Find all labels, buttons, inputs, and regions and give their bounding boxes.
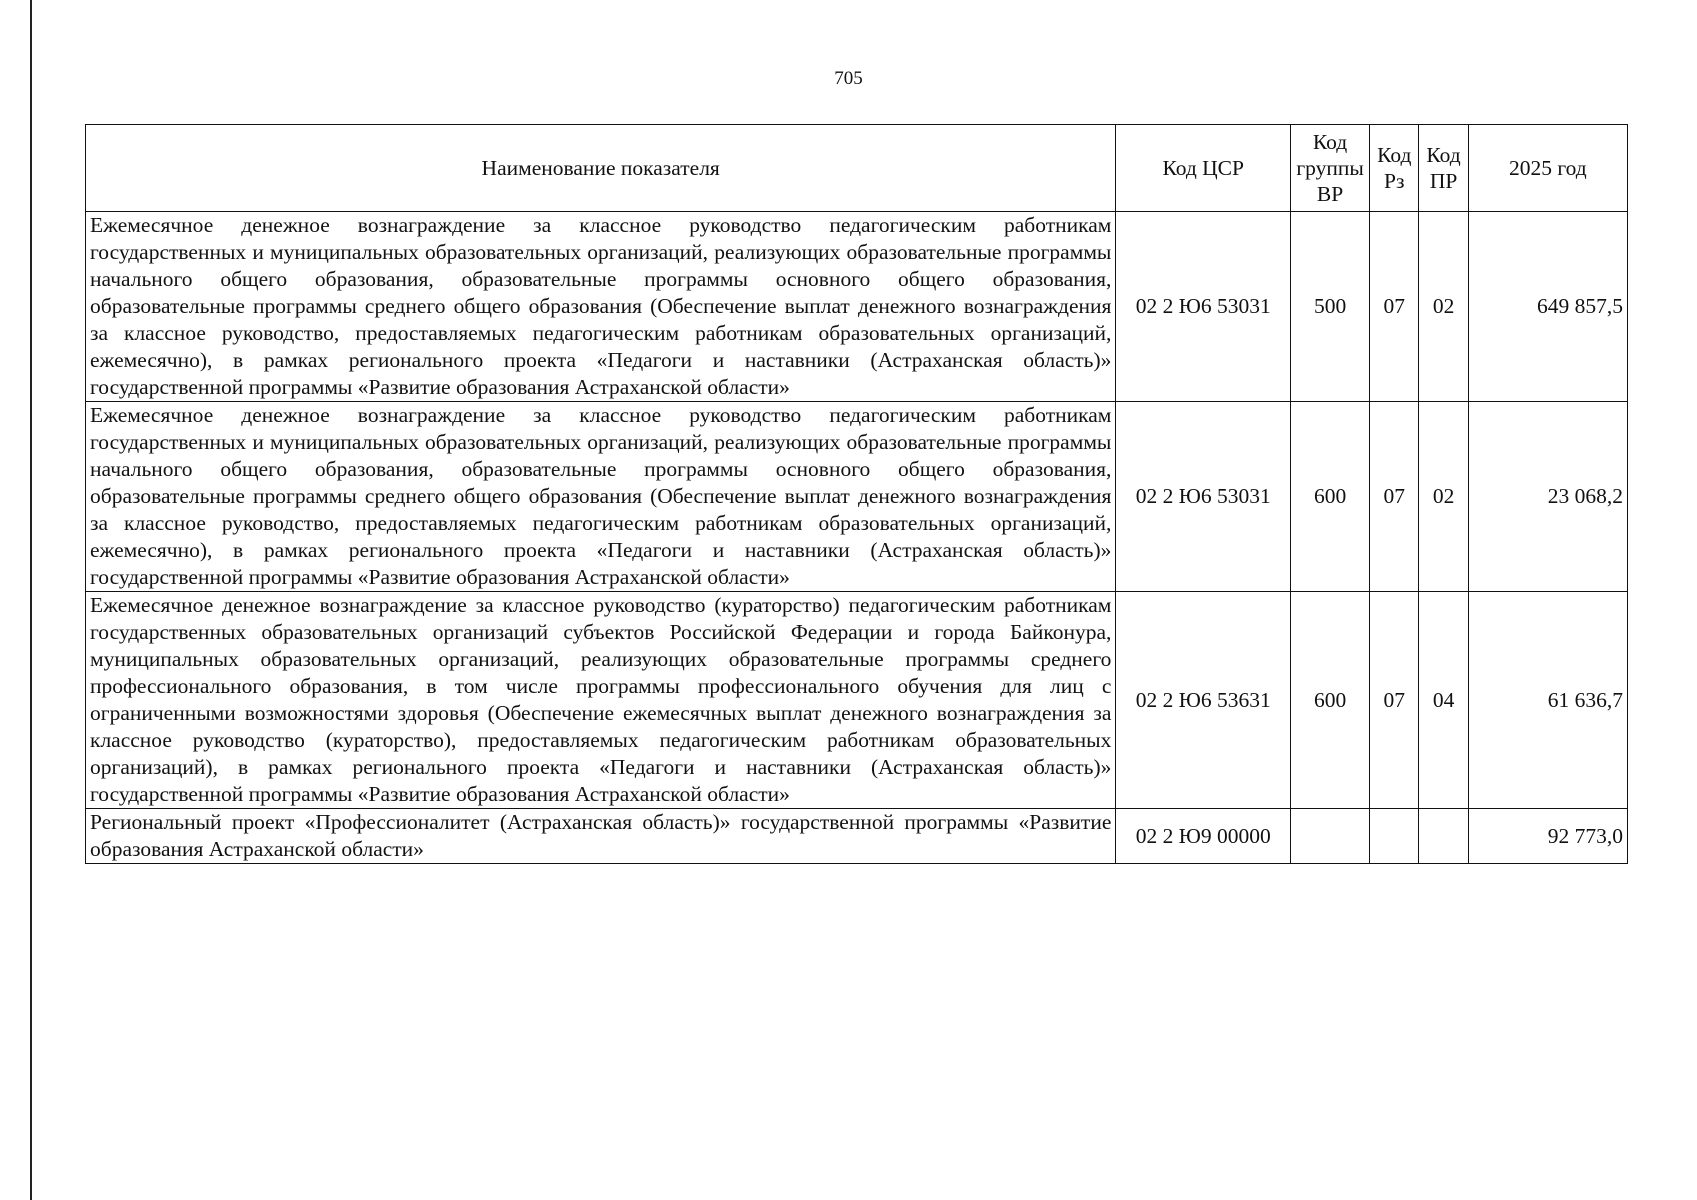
- row-name: Ежемесячное денежное вознаграждение за классное руководство (кураторство) педагогическим работникам государственных образовательных организаций субъектов Российской Федерации и города Байконура, муниципальных образовательных организаций, реализующих образовательные программы среднего профессионального образования, в том числе программы профессионального обучения для лиц с ограниченными возможностями здоровья (Обеспечение ежемесячных выплат денежного вознаграждения за классное руководство (кураторство), предоставляемых педагогическим работникам образовательных организаций), в рамках регионального проекта «Педагоги и наставники (Астраханская область)» государственной программы «Развитие образования Астраханской области»: [86, 592, 1116, 809]
- row-name: Региональный проект «Профессионалитет (Астраханская область)» государственной программы «Развитие образования Астраханской области»: [86, 809, 1116, 864]
- table-header-row: [86, 125, 1628, 212]
- table-row: [86, 212, 1628, 402]
- table-row: [86, 809, 1628, 864]
- row-pr: 02: [1419, 402, 1468, 592]
- row-pr: [1419, 809, 1468, 864]
- row-amount: 61 636,7: [1468, 592, 1627, 809]
- header-name: Наименование показателя: [86, 125, 1116, 212]
- header-csr: Код ЦСР: [1116, 125, 1291, 212]
- page-number: 705: [834, 68, 863, 89]
- header-vr: Код группы ВР: [1291, 125, 1370, 212]
- budget-table: [85, 124, 1628, 864]
- row-amount: 23 068,2: [1468, 402, 1627, 592]
- scan-edge-line: [30, 0, 32, 1200]
- row-rz: [1370, 809, 1419, 864]
- row-csr: 02 2 Ю9 00000: [1116, 809, 1291, 864]
- table-row: [86, 592, 1628, 809]
- header-pr: Код ПР: [1419, 125, 1468, 212]
- header-year: 2025 год: [1468, 125, 1627, 212]
- row-name: Ежемесячное денежное вознаграждение за классное руководство педагогическим работникам государственных и муниципальных образовательных организаций, реализующих образовательные программы начального общего образования, образовательные программы основного общего образования, образовательные программы среднего общего образования (Обеспечение выплат денежного вознаграждения за классное руководство, предоставляемых педагогическим работникам образовательных организаций, ежемесячно), в рамках регионального проекта «Педагоги и наставники (Астраханская область)» государственной программы «Развитие образования Астраханской области»: [86, 402, 1116, 592]
- row-vr: 600: [1291, 592, 1370, 809]
- row-pr: 02: [1419, 212, 1468, 402]
- row-vr: 600: [1291, 402, 1370, 592]
- row-csr: 02 2 Ю6 53631: [1116, 592, 1291, 809]
- table-row: [86, 402, 1628, 592]
- header-rz: Код Рз: [1370, 125, 1419, 212]
- row-name: Ежемесячное денежное вознаграждение за классное руководство педагогическим работникам государственных и муниципальных образовательных организаций, реализующих образовательные программы начального общего образования, образовательные программы основного общего образования, образовательные программы среднего общего образования (Обеспечение выплат денежного вознаграждения за классное руководство, предоставляемых педагогическим работникам образовательных организаций, ежемесячно), в рамках регионального проекта «Педагоги и наставники (Астраханская область)» государственной программы «Развитие образования Астраханской области»: [86, 212, 1116, 402]
- row-csr: 02 2 Ю6 53031: [1116, 402, 1291, 592]
- row-pr: 04: [1419, 592, 1468, 809]
- row-rz: 07: [1370, 212, 1419, 402]
- row-amount: 649 857,5: [1468, 212, 1627, 402]
- row-amount: 92 773,0: [1468, 809, 1627, 864]
- row-rz: 07: [1370, 402, 1419, 592]
- row-vr: 500: [1291, 212, 1370, 402]
- row-csr: 02 2 Ю6 53031: [1116, 212, 1291, 402]
- row-vr: [1291, 809, 1370, 864]
- row-rz: 07: [1370, 592, 1419, 809]
